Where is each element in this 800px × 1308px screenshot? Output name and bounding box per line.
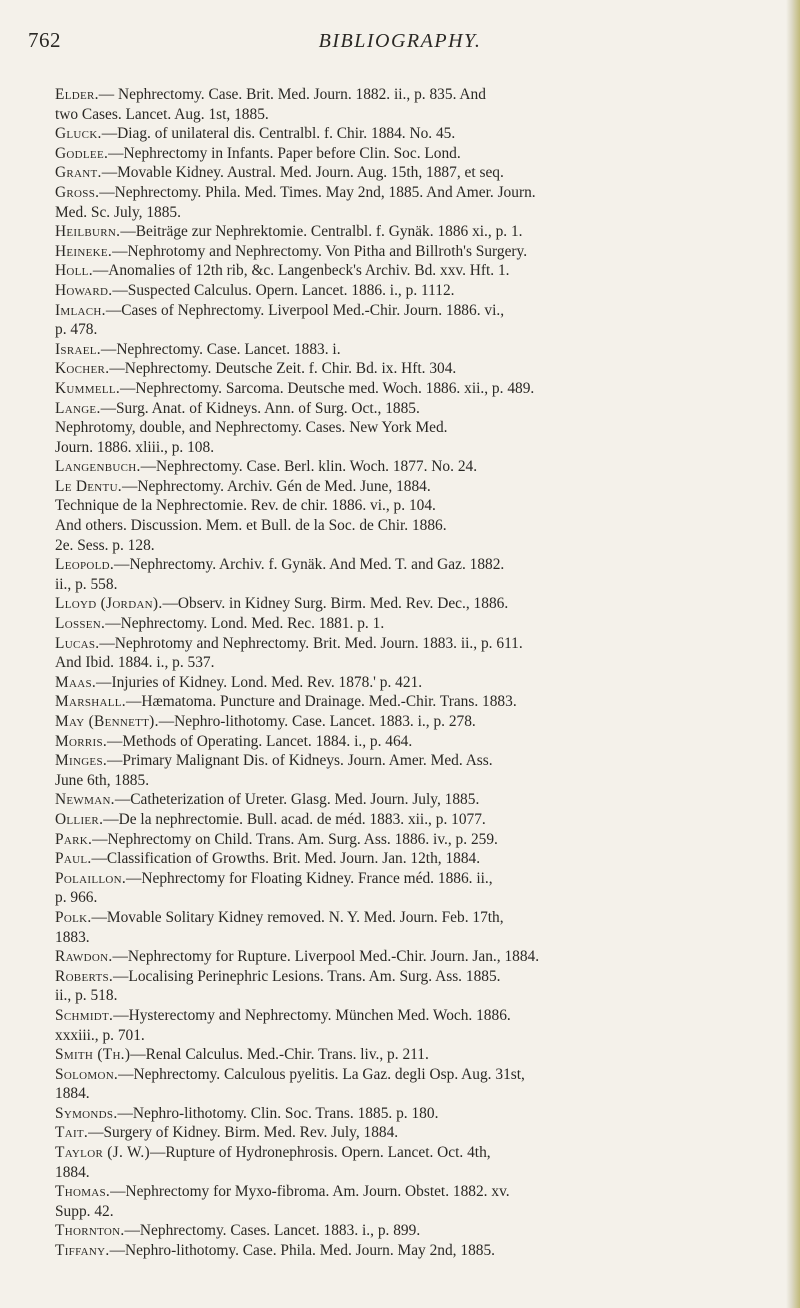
author-name: Grant.	[55, 164, 102, 182]
author-name: Gross.	[55, 183, 100, 201]
author-name: Schmidt.	[55, 1006, 114, 1024]
bibliography-entry	[55, 242, 773, 262]
entry-continuation: ii., p. 518.	[55, 987, 118, 1005]
entry-continuation: 1884.	[55, 1163, 90, 1181]
entry-text: —Nephrectomy for Myxo-fibroma. Am. Journ. Obstet. 1882. xv.	[110, 1183, 510, 1201]
bibliography-entry	[55, 849, 773, 869]
entry-text: —Nephrectomy. Lond. Med. Rec. 1881. p. 1.	[105, 615, 385, 633]
author-name: May (Bennett).	[55, 713, 159, 730]
bibliography-entry	[55, 712, 773, 732]
bibliography-entry	[55, 340, 773, 360]
entry-text: —Nephro-lithotomy. Case. Lancet. 1883. i., p. 278.	[158, 713, 476, 730]
bibliography-entry	[55, 751, 773, 790]
entry-text: —Nephrectomy. Sarcoma. Deutsche med. Woch. 1886. xii., p. 489.	[120, 379, 535, 397]
bibliography-entry	[55, 1123, 773, 1143]
entry-continuation: Nephrotomy, double, and Nephrectomy. Cases. New York Med.	[55, 419, 448, 437]
author-name: Ollier.	[55, 810, 104, 828]
entry-text: —Nephrectomy. Archiv. f. Gynäk. And Med. T. and Gaz. 1882.	[114, 556, 505, 574]
bibliography-entry	[55, 790, 773, 810]
entry-text: —Nephrectomy for Rupture. Liverpool Med.-Chir. Journ. Jan., 1884.	[112, 948, 540, 966]
entry-text: —Hæmatoma. Puncture and Drainage. Med.-Chir. Trans. 1883.	[125, 693, 517, 711]
bibliography-entry	[55, 908, 773, 947]
entry-text: —Movable Kidney. Austral. Med. Journ. Aug. 15th, 1887, et seq.	[101, 164, 504, 182]
entry-text: —Observ. in Kidney Surg. Birm. Med. Rev. Dec., 1886.	[162, 595, 509, 613]
bibliography-entry	[55, 692, 773, 712]
entry-text: —Rupture of Hydronephrosis. Opern. Lancet. Oct. 4th,	[149, 1144, 491, 1162]
entry-continuation: ii., p. 558.	[55, 575, 118, 593]
author-name: Godlee.	[55, 144, 109, 162]
author-name: Taylor (J. W.)	[55, 1144, 150, 1162]
author-name: Thornton.	[55, 1222, 125, 1240]
author-name: Howard.	[55, 281, 113, 299]
entry-text: —Nephrectomy. Phila. Med. Times. May 2nd, 1885. And Amer. Journ.	[99, 183, 536, 201]
entry-text: —Nephro-lithotomy. Clin. Soc. Trans. 1885. p. 180.	[117, 1104, 439, 1122]
bibliography-entry	[55, 281, 773, 301]
entry-continuation: And others. Discussion. Mem. et Bull. de la Soc. de Chir. 1886.	[55, 517, 447, 535]
author-name: Imlach.	[55, 301, 106, 319]
author-name: Kocher.	[55, 360, 110, 378]
entry-continuation: p. 478.	[55, 321, 98, 339]
entry-text: —Movable Solitary Kidney removed. N. Y. Med. Journ. Feb. 17th,	[91, 908, 504, 926]
bibliography-entry	[55, 1006, 773, 1045]
author-name: Paul.	[55, 850, 92, 868]
bibliography-entry	[55, 673, 773, 693]
entry-text: —Diag. of unilateral dis. Centralbl. f. Chir. 1884. No. 45.	[101, 125, 456, 143]
bibliography-entry	[55, 301, 773, 340]
author-name: Polk.	[55, 908, 92, 926]
entry-text: —Nephrectomy. Calculous pyelitis. La Gaz. degli Osp. Aug. 31st,	[118, 1065, 525, 1083]
bibliography-entry	[55, 1241, 773, 1261]
author-name: Symonds.	[55, 1104, 118, 1122]
entry-text: —Suspected Calculus. Opern. Lancet. 1886. i., p. 1112.	[112, 281, 455, 299]
entry-text: — Nephrectomy. Case. Brit. Med. Journ. 1882. ii., p. 835. And	[98, 86, 486, 103]
entry-text: —Primary Malignant Dis. of Kidneys. Journ. Amer. Med. Ass.	[107, 752, 493, 770]
author-name: Minges.	[55, 752, 108, 770]
author-name: Kummell.	[55, 379, 121, 397]
bibliography-entry	[55, 947, 773, 967]
author-name: Israel.	[55, 340, 101, 358]
bibliography-entry	[55, 1143, 773, 1182]
page-number: 762	[28, 28, 61, 52]
author-name: Gluck.	[55, 125, 102, 143]
author-name: Thomas.	[55, 1183, 111, 1201]
entry-continuation: xxxiii., p. 701.	[55, 1026, 145, 1044]
author-name: Maas.	[55, 673, 97, 691]
entry-text: —Nephrectomy. Case. Lancet. 1883. i.	[100, 340, 341, 358]
entry-continuation: 1883.	[55, 928, 90, 946]
bibliography-entry	[55, 1104, 773, 1124]
bibliography-entry	[55, 634, 773, 673]
page-header	[0, 28, 800, 58]
bibliography-entry	[55, 379, 773, 399]
bibliography-entry	[55, 869, 773, 908]
bibliography-entry	[55, 183, 773, 222]
entry-continuation: June 6th, 1885.	[55, 771, 150, 789]
author-name: Lange.	[55, 399, 101, 417]
bibliography-entry	[55, 810, 773, 830]
author-name: Le Dentu.	[55, 477, 122, 495]
bibliography-entry	[55, 1045, 773, 1065]
author-name: Tait.	[55, 1124, 89, 1142]
bibliography-entry	[55, 830, 773, 850]
author-name: Holl.	[55, 262, 93, 280]
entry-text: —Localising Perinephric Lesions. Trans. Am. Surg. Ass. 1885.	[113, 967, 501, 985]
author-name: Polaillon.	[55, 869, 127, 887]
author-name: Lucas.	[55, 634, 100, 652]
author-name: Heilburn.	[55, 223, 121, 241]
author-name: Marshall.	[55, 693, 126, 711]
bibliography-list	[55, 85, 773, 1261]
author-name: Lloyd (Jordan).	[55, 595, 163, 613]
entry-continuation: Supp. 42.	[55, 1202, 114, 1220]
author-name: Tiffany.	[55, 1242, 110, 1260]
entry-continuation: p. 966.	[55, 889, 98, 907]
bibliography-entry	[55, 163, 773, 183]
bibliography-entry	[55, 594, 773, 614]
bibliography-entry	[55, 477, 773, 555]
entry-text: —Nephrotomy and Nephrectomy. Brit. Med. Journ. 1883. ii., p. 611.	[99, 634, 523, 652]
author-name: Roberts.	[55, 967, 114, 985]
bibliography-entry	[55, 1065, 773, 1104]
author-name: Lossen.	[55, 615, 106, 633]
author-name: Leopold.	[55, 556, 115, 574]
author-name: Langenbuch.	[55, 458, 141, 476]
bibliography-entry	[55, 359, 773, 379]
entry-text: —Methods of Operating. Lancet. 1884. i., p. 464.	[107, 732, 413, 750]
author-name: Morris.	[55, 732, 108, 750]
entry-continuation: 1884.	[55, 1085, 90, 1103]
bibliography-entry	[55, 555, 773, 594]
bibliography-entry	[55, 1182, 773, 1221]
entry-text: —Cases of Nephrectomy. Liverpool Med.-Chir. Journ. 1886. vi.,	[105, 301, 505, 319]
author-name: Elder.	[55, 86, 99, 103]
entry-text: —De la nephrectomie. Bull. acad. de méd. 1883. xii., p. 1077.	[103, 810, 486, 828]
author-name: Smith (Th.)	[55, 1046, 131, 1064]
entry-text: —Classification of Growths. Brit. Med. Journ. Jan. 12th, 1884.	[91, 850, 481, 868]
entry-text: —Nephrectomy. Cases. Lancet. 1883. i., p. 899.	[124, 1222, 421, 1240]
entry-text: —Nephrectomy. Case. Berl. klin. Woch. 1877. No. 24.	[140, 458, 478, 476]
author-name: Solomon.	[55, 1065, 119, 1083]
entry-text: —Surgery of Kidney. Birm. Med. Rev. July, 1884.	[88, 1124, 399, 1142]
entry-text: —Anomalies of 12th rib, &c. Langenbeck's Archiv. Bd. xxv. Hft. 1.	[92, 262, 510, 280]
entry-continuation: And Ibid. 1884. i., p. 537.	[55, 654, 215, 672]
author-name: Rawdon.	[55, 948, 113, 966]
bibliography-entry	[55, 1221, 773, 1241]
author-name: Park.	[55, 830, 93, 848]
bibliography-entry	[55, 614, 773, 634]
entry-text: —Hysterectomy and Nephrectomy. München Med. Woch. 1886.	[113, 1006, 511, 1024]
bibliography-entry	[55, 732, 773, 752]
entry-text: —Surg. Anat. of Kidneys. Ann. of Surg. Oct., 1885.	[100, 399, 420, 417]
running-title: BIBLIOGRAPHY.	[318, 30, 482, 52]
entry-text: —Nephro-lithotomy. Case. Phila. Med. Journ. May 2nd, 1885.	[109, 1242, 496, 1260]
entry-continuation: Journ. 1886. xliii., p. 108.	[55, 438, 215, 456]
entry-text: —Nephrectomy. Deutsche Zeit. f. Chir. Bd. ix. Hft. 304.	[109, 360, 457, 378]
entry-text: —Injuries of Kidney. Lond. Med. Rev. 1878.' p. 421.	[96, 673, 423, 691]
bibliography-entry	[55, 85, 773, 124]
page-edge-shadow	[786, 0, 800, 1308]
bibliography-entry	[55, 124, 773, 144]
entry-continuation: 2e. Sess. p. 128.	[55, 536, 155, 554]
entry-text: —Catheterization of Ureter. Glasg. Med. Journ. July, 1885.	[114, 791, 480, 809]
author-name: Newman.	[55, 791, 115, 809]
entry-text: —Nephrectomy on Child. Trans. Am. Surg. Ass. 1886. iv., p. 259.	[92, 830, 498, 848]
entry-text: —Nephrectomy for Floating Kidney. France méd. 1886. ii.,	[126, 869, 493, 887]
bibliography-entry	[55, 261, 773, 281]
author-name: Heineke.	[55, 242, 113, 260]
bibliography-entry	[55, 967, 773, 1006]
entry-continuation: Med. Sc. July, 1885.	[55, 203, 181, 221]
entry-continuation: Technique de la Nephrectomie. Rev. de chir. 1886. vi., p. 104.	[55, 497, 436, 515]
entry-text: —Renal Calculus. Med.-Chir. Trans. liv., p. 211.	[130, 1046, 429, 1064]
entry-text: —Nephrectomy. Archiv. Gén de Med. June, 1884.	[121, 477, 431, 495]
bibliography-entry	[55, 457, 773, 477]
bibliography-entry	[55, 144, 773, 164]
entry-text: —Beiträge zur Nephrektomie. Centralbl. f. Gynäk. 1886 xi., p. 1.	[120, 223, 523, 241]
bibliography-entry	[55, 222, 773, 242]
entry-text: —Nephrectomy in Infants. Paper before Clin. Soc. Lond.	[108, 144, 461, 162]
entry-continuation: two Cases. Lancet. Aug. 1st, 1885.	[55, 105, 269, 123]
bibliography-entry	[55, 399, 773, 458]
entry-text: —Nephrotomy and Nephrectomy. Von Pitha and Billroth's Surgery.	[112, 242, 528, 260]
